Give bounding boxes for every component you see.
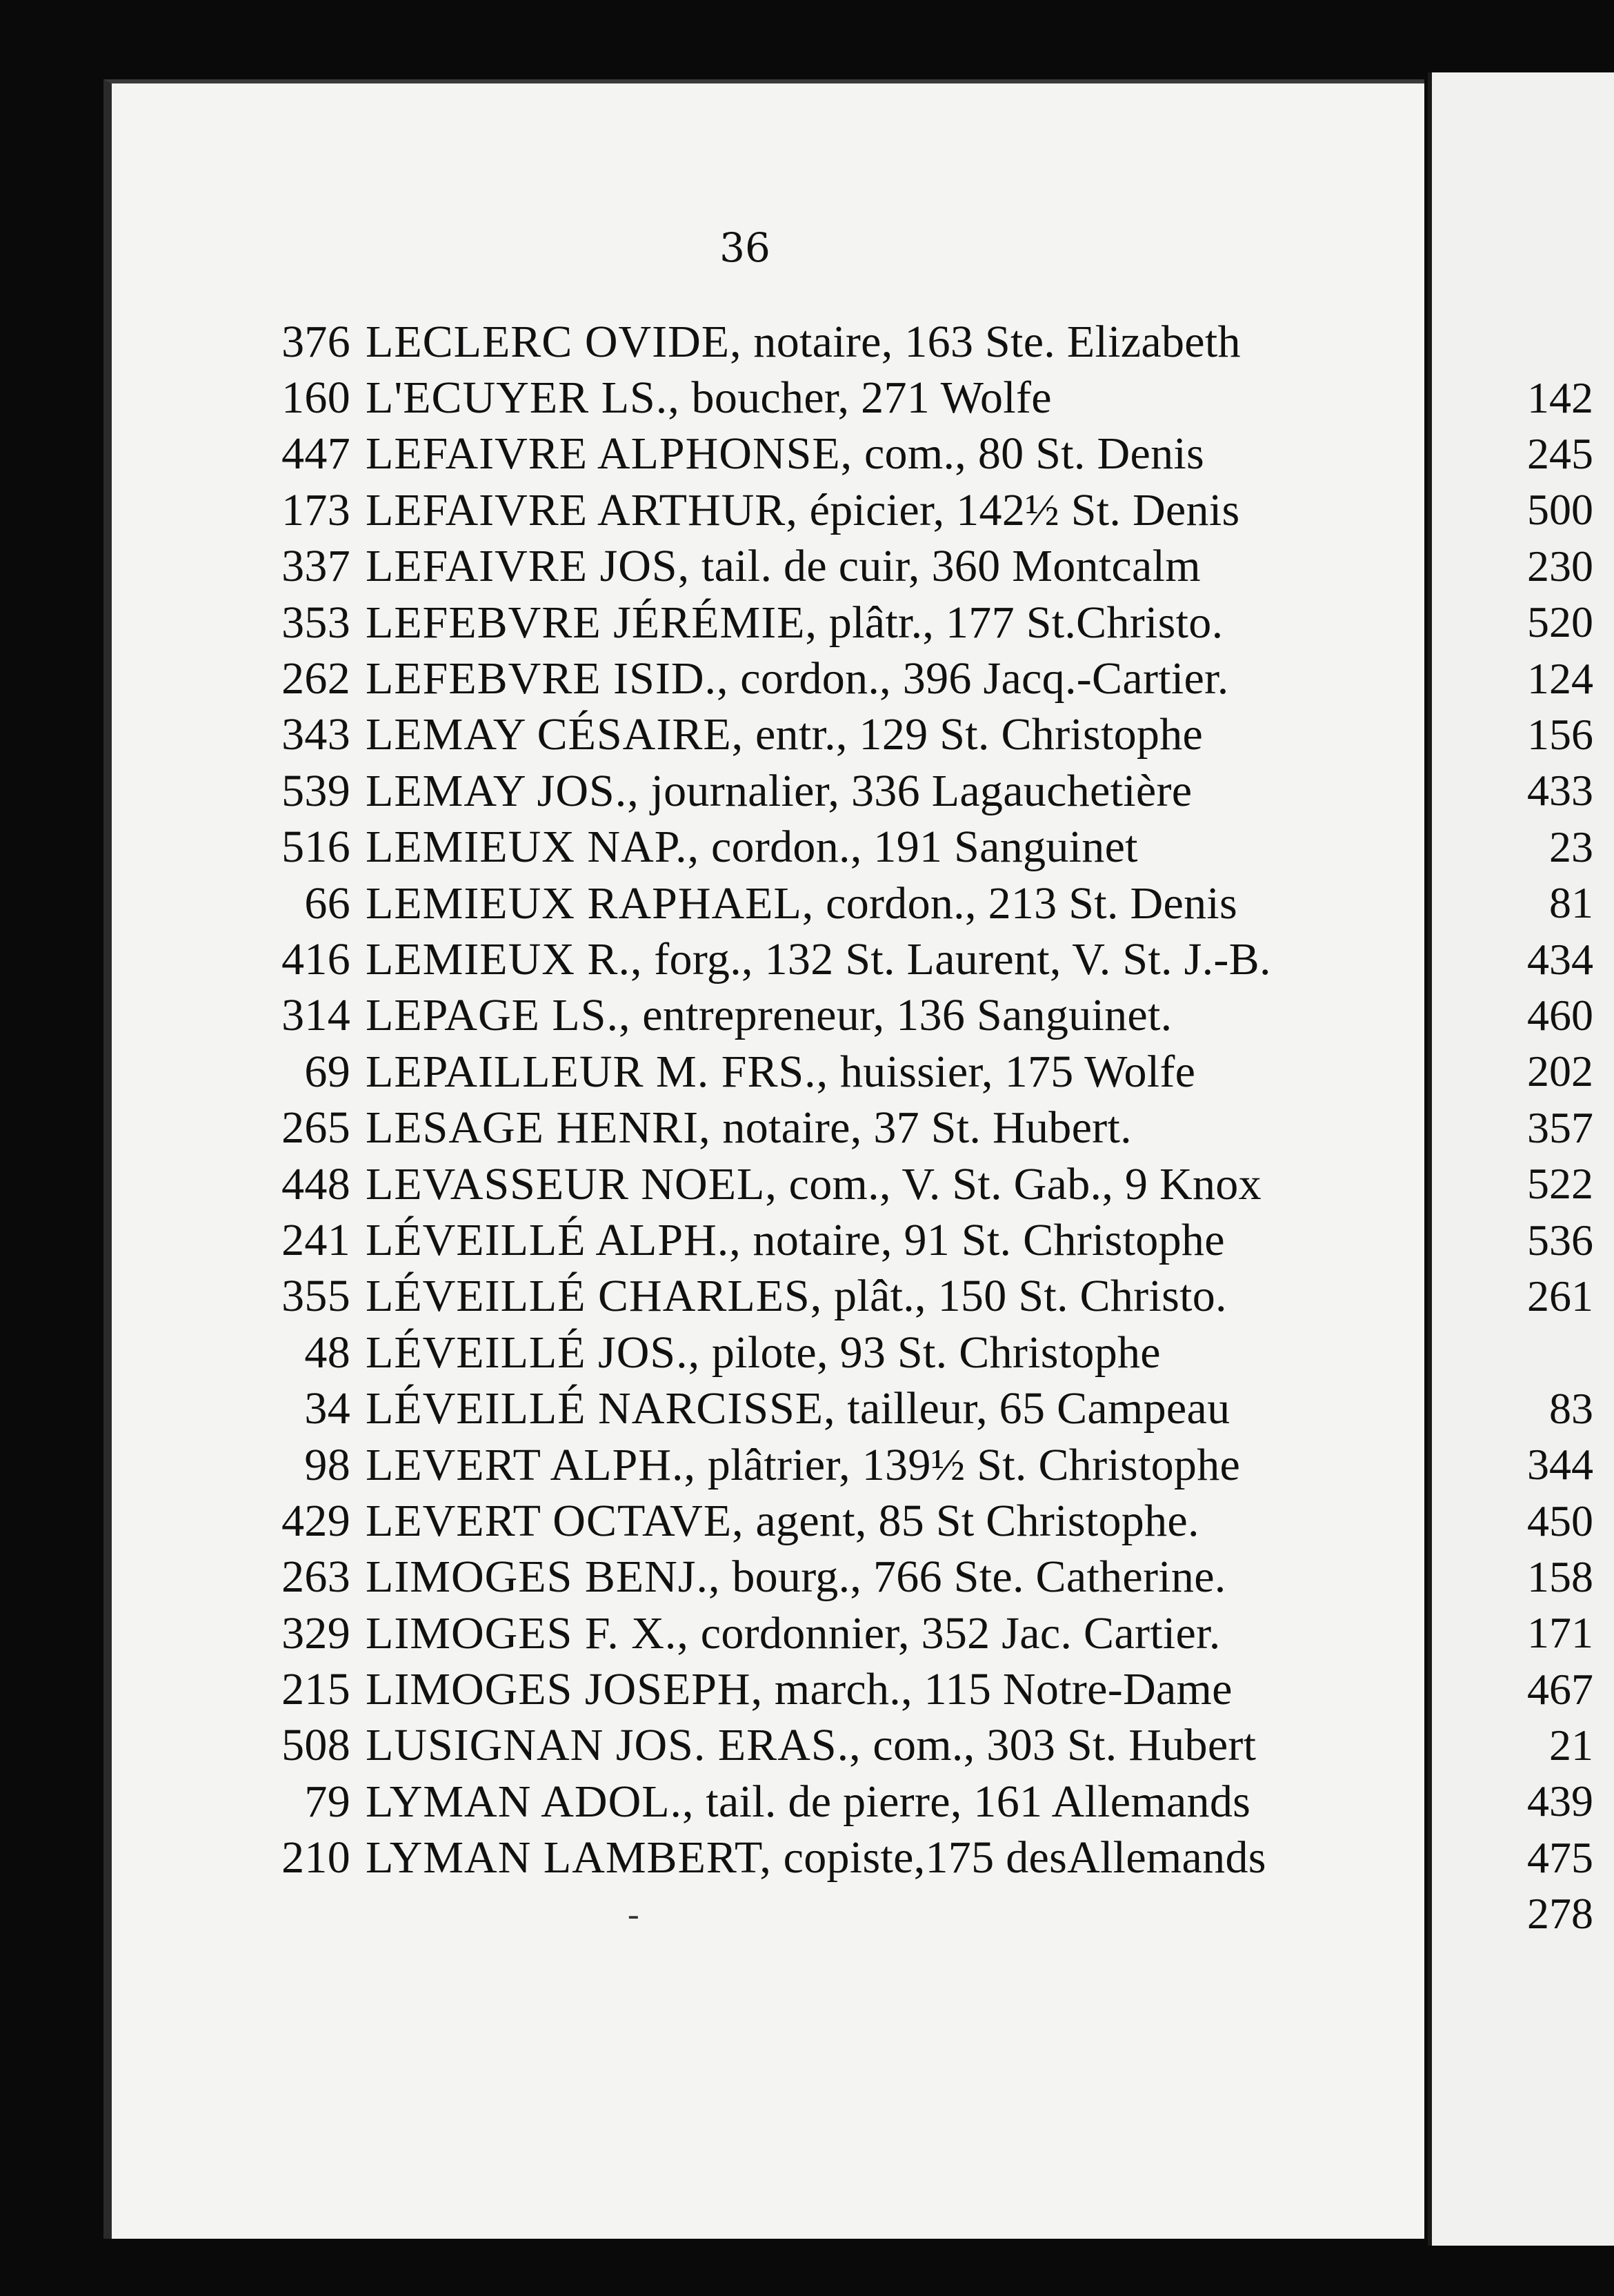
entry-number: 353: [281, 597, 350, 648]
entry-number: 34: [304, 1383, 350, 1434]
right-page-number: 433: [1527, 766, 1593, 815]
directory-entry: [262, 482, 1421, 538]
right-page-number: 124: [1527, 653, 1593, 703]
entry-number: 448: [281, 1158, 350, 1209]
right-page-number: 261: [1527, 1271, 1593, 1320]
entry-number: 265: [281, 1102, 350, 1154]
entry-name: LIMOGES JOSEPH,: [366, 1664, 764, 1715]
right-page-number: 156: [1527, 710, 1593, 760]
directory-entry: [262, 875, 1421, 931]
right-page-number: 245: [1527, 429, 1593, 479]
entry-detail: cordon., 191 Sanguinet: [699, 822, 1138, 873]
entry-name: LEFAIVRE ARTHUR,: [366, 484, 798, 535]
directory-entry: [262, 1380, 1421, 1436]
right-page-number: 520: [1527, 597, 1593, 647]
entry-detail: tail. de pierre, 161 Allemands: [694, 1776, 1251, 1827]
entry-number: 48: [304, 1327, 350, 1378]
directory-entry: [262, 1718, 1421, 1774]
entry-name: LEMIEUX RAPHAEL,: [366, 878, 815, 929]
right-page-number: 278: [1527, 1889, 1593, 1939]
entry-number: 429: [281, 1495, 350, 1546]
entry-name: LESAGE HENRI,: [366, 1102, 711, 1154]
entry-detail: march., 115 Notre-Dame: [763, 1664, 1233, 1715]
directory-entry: [262, 988, 1421, 1044]
directory-entry: [262, 1156, 1421, 1212]
directory-entry: [262, 1550, 1421, 1605]
entry-number: 447: [281, 428, 350, 479]
entry-name: LEFAIVRE JOS,: [366, 541, 690, 592]
directory-entry: [262, 1830, 1421, 1886]
entry-detail: cordon., 213 St. Denis: [814, 878, 1237, 929]
entry-name: LÉVEILLÉ CHARLES,: [366, 1271, 823, 1322]
entry-number: 263: [281, 1552, 350, 1603]
entry-name: LIMOGES F. X.,: [366, 1607, 689, 1659]
entry-detail: plâtr., 177 St.Christo.: [817, 597, 1224, 648]
directory-entry: [262, 651, 1421, 706]
right-page-number: 434: [1527, 934, 1593, 984]
right-page-number: 467: [1527, 1664, 1593, 1714]
entry-number: 210: [281, 1832, 350, 1883]
entry-detail: pilote, 93 St. Christophe: [700, 1327, 1161, 1378]
directory-entry: [262, 820, 1421, 875]
directory-entry: [262, 1269, 1421, 1325]
directory-entry: [262, 1437, 1421, 1493]
directory-entry: [262, 314, 1421, 370]
entry-name: LECLERC OVIDE,: [366, 316, 742, 367]
directory-entry: [262, 763, 1421, 819]
entry-number: 376: [281, 316, 350, 367]
entry-name: LYMAN LAMBERT,: [366, 1832, 772, 1883]
right-page-number: 158: [1527, 1552, 1593, 1601]
entry-detail: notaire, 163 Ste. Elizabeth: [741, 316, 1241, 367]
right-page-number: 83: [1549, 1383, 1593, 1433]
right-page-number: 357: [1527, 1102, 1593, 1152]
entry-detail: bourg., 766 Ste. Catherine.: [720, 1552, 1226, 1603]
entry-number: 337: [281, 541, 350, 592]
right-page-number: [1448, 1325, 1593, 1380]
entry-detail: plâtrier, 139½ St. Christophe: [696, 1439, 1241, 1490]
directory-entry: [262, 426, 1421, 482]
entry-name: LEMIEUX NAP.,: [366, 822, 700, 873]
entry-number: 262: [281, 653, 350, 704]
right-page-number: 500: [1527, 485, 1593, 535]
right-page-number: 21: [1549, 1721, 1593, 1770]
entry-detail: copiste,175 desAllemands: [771, 1832, 1266, 1883]
entry-name: LEMIEUX R.,: [366, 933, 643, 984]
directory-entry: [262, 1100, 1421, 1156]
entry-detail: entrepreneur, 136 Sanguinet.: [630, 990, 1173, 1041]
entry-number: 66: [304, 878, 350, 929]
entry-detail: com., 80 St. Denis: [853, 428, 1204, 479]
directory-entry: [262, 1661, 1421, 1717]
entry-number: 314: [281, 990, 350, 1041]
directory-entry: [262, 1325, 1421, 1380]
entry-name: LÉVEILLÉ NARCISSE,: [366, 1383, 836, 1434]
directory-entry: [262, 1493, 1421, 1549]
entry-name: LÉVEILLÉ JOS.,: [366, 1327, 701, 1378]
entry-detail: com., V. St. Gab., 9 Knox: [777, 1158, 1262, 1209]
entry-name: LÉVEILLÉ ALPH.,: [366, 1214, 741, 1265]
right-page-number: 460: [1527, 990, 1593, 1040]
right-page-number: 344: [1527, 1440, 1593, 1490]
entry-number: 355: [281, 1271, 350, 1322]
entry-name: LEVERT OCTAVE,: [366, 1495, 744, 1546]
entry-name: LEMAY CÉSAIRE,: [366, 709, 744, 760]
entry-name: LEFAIVRE ALPHONSE,: [366, 428, 853, 479]
entry-number: 508: [281, 1720, 350, 1771]
entry-number: 69: [304, 1046, 350, 1097]
entry-name: LYMAN ADOL.,: [366, 1776, 695, 1827]
entry-name: LUSIGNAN JOS. ERAS.,: [366, 1720, 861, 1771]
page-number: 36: [719, 224, 770, 271]
entry-number: 215: [281, 1664, 350, 1715]
right-page-number: 23: [1549, 822, 1593, 871]
directory-entry: [262, 1212, 1421, 1268]
entry-number: 98: [304, 1439, 350, 1490]
entry-detail: huissier, 175 Wolfe: [828, 1046, 1196, 1097]
directory-entry: [262, 1044, 1421, 1100]
right-page-number: 142: [1527, 373, 1593, 422]
entry-number: 343: [281, 709, 350, 760]
entry-detail: boucher, 271 Wolfe: [679, 373, 1052, 424]
bottom-mark: -: [628, 1894, 639, 1933]
entry-name: LEFEBVRE ISID.,: [366, 653, 729, 704]
right-page-number: 450: [1527, 1496, 1593, 1545]
right-page-number: 171: [1527, 1608, 1593, 1658]
directory-entry: [262, 370, 1421, 426]
entry-detail: notaire, 91 St. Christophe: [741, 1214, 1225, 1265]
right-page-numbers: [1448, 370, 1593, 1942]
entry-name: LEMAY JOS.,: [366, 765, 639, 816]
entry-detail: cordon., 396 Jacq.-Cartier.: [728, 653, 1229, 704]
entry-detail: tail. de cuir, 360 Montcalm: [690, 541, 1201, 592]
entry-number: 539: [281, 765, 350, 816]
entry-name: LEFEBVRE JÉRÉMIE,: [366, 597, 817, 648]
entry-detail: com., 303 St. Hubert: [861, 1720, 1257, 1771]
entry-name: LIMOGES BENJ.,: [366, 1552, 721, 1603]
entry-number: 160: [281, 373, 350, 424]
entry-detail: journalier, 336 Lagauchetière: [639, 765, 1193, 816]
directory-entry: [262, 931, 1421, 987]
entry-detail: épicier, 142½ St. Denis: [797, 484, 1240, 535]
entry-number: 416: [281, 933, 350, 984]
directory-entry: [262, 539, 1421, 595]
directory-entry: [262, 1774, 1421, 1830]
right-page-number: 439: [1527, 1777, 1593, 1826]
right-page-number: 536: [1527, 1215, 1593, 1265]
directory-entry: [262, 707, 1421, 763]
entry-number: 173: [281, 484, 350, 535]
directory-entries: [262, 314, 1421, 1886]
entry-detail: notaire, 37 St. Hubert.: [710, 1102, 1132, 1154]
right-page-number: 202: [1527, 1047, 1593, 1096]
entry-detail: plât., 150 St. Christo.: [822, 1271, 1227, 1322]
entry-name: LEVASSEUR NOEL,: [366, 1158, 777, 1209]
entry-number: 516: [281, 822, 350, 873]
entry-name: LEVERT ALPH.,: [366, 1439, 696, 1490]
entry-number: 329: [281, 1607, 350, 1659]
right-page-number: 230: [1527, 541, 1593, 591]
entry-name: LEPAGE LS.,: [366, 990, 631, 1041]
entry-detail: forg., 132 St. Laurent, V. St. J.-B.: [642, 933, 1271, 984]
entry-detail: agent, 85 St Christophe.: [744, 1495, 1199, 1546]
right-page-number: 522: [1527, 1159, 1593, 1209]
entry-number: 79: [304, 1776, 350, 1827]
entry-detail: tailleur, 65 Campeau: [835, 1383, 1231, 1434]
right-page-number: 475: [1527, 1832, 1593, 1882]
entry-detail: cordonnier, 352 Jac. Cartier.: [688, 1607, 1221, 1659]
entry-detail: entr., 129 St. Christophe: [744, 709, 1204, 760]
entry-name: LEPAILLEUR M. FRS.,: [366, 1046, 829, 1097]
right-page-number: 81: [1549, 878, 1593, 928]
entry-name: L'ECUYER LS.,: [366, 373, 680, 424]
entry-number: 241: [281, 1214, 350, 1265]
directory-entry: [262, 595, 1421, 651]
directory-entry: [262, 1605, 1421, 1661]
